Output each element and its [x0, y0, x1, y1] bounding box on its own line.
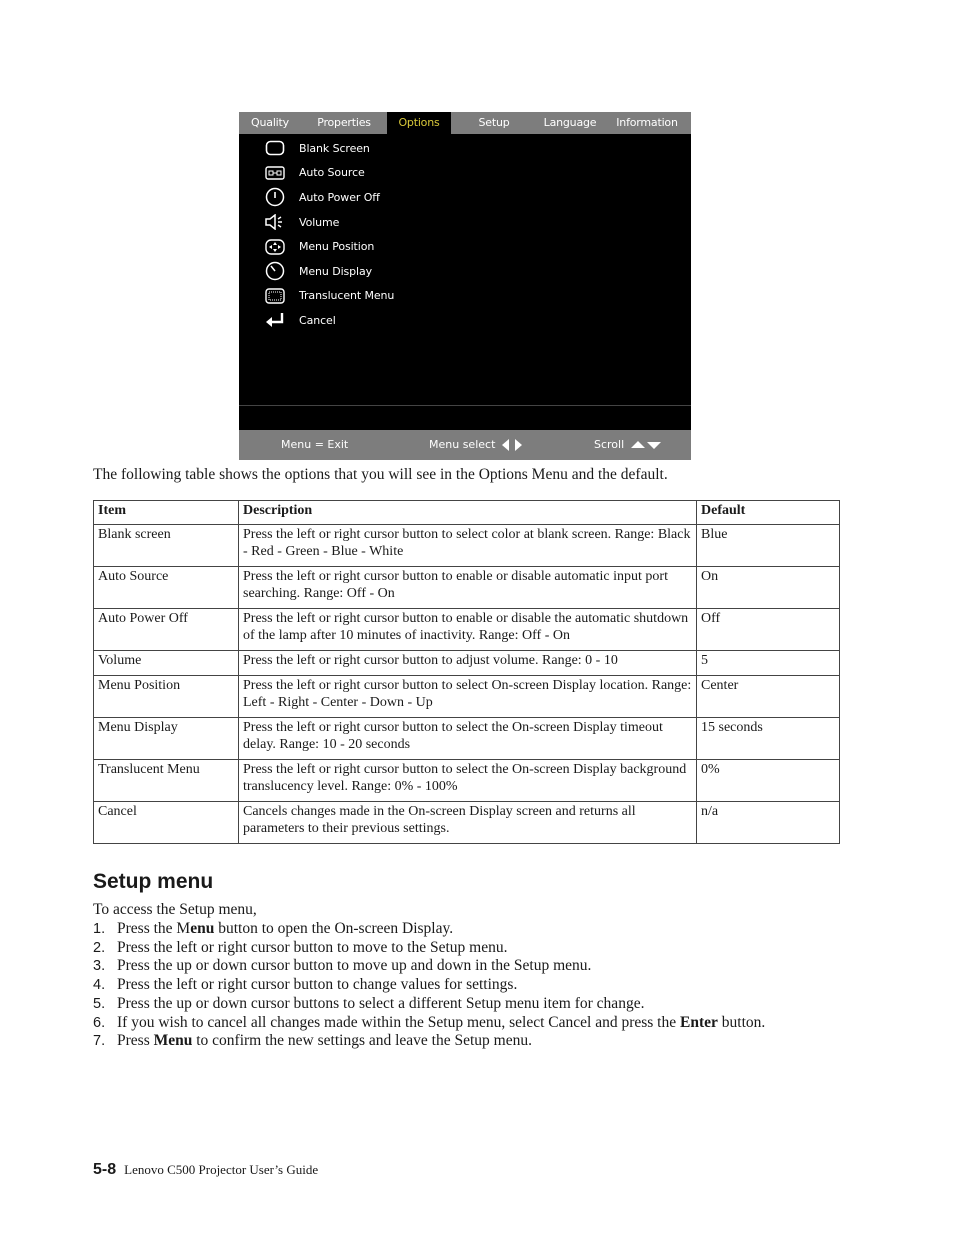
- column-header-item: Item: [94, 501, 239, 525]
- menu-exit-text: Menu = Exit: [281, 438, 349, 451]
- cell-default: 5: [697, 651, 840, 676]
- step-text: If you wish to cancel all changes made within the Setup menu, select Cancel and press the: [117, 1013, 680, 1031]
- step-emphasis: Menu: [153, 1032, 193, 1050]
- options-table: [93, 500, 840, 844]
- table-row: [94, 525, 840, 567]
- table-header-row: [94, 501, 840, 525]
- step-number: 1.: [93, 921, 106, 937]
- return-arrow-icon: [264, 310, 286, 330]
- cell-default: Off: [697, 609, 840, 651]
- cell-item: Volume: [94, 651, 239, 676]
- step-number: 3.: [93, 958, 106, 975]
- step-text: button.: [717, 1013, 766, 1031]
- step-emphasis: enu: [190, 920, 215, 937]
- osd-item-label: Volume: [299, 215, 340, 229]
- osd-item-blank-screen[interactable]: [239, 136, 691, 161]
- clock-icon: [264, 261, 286, 281]
- list-item: [93, 995, 813, 1014]
- table-row: [94, 651, 840, 676]
- step-text: Press the up or down cursor buttons to select a different Setup menu item for change.: [117, 994, 645, 1012]
- step-number: 5.: [93, 995, 106, 1012]
- osd-item-label: Auto Source: [299, 166, 365, 180]
- left-right-arrows-icon: [501, 438, 523, 452]
- table-row: [94, 718, 840, 760]
- cell-description: Press the left or right cursor button to select the On-screen Display background translucency level. Range: 0% - 100%: [239, 760, 697, 802]
- speaker-icon: [264, 212, 286, 232]
- osd-item-label: Menu Position: [299, 240, 375, 254]
- osd-item-auto-source[interactable]: [239, 161, 691, 186]
- osd-divider: [239, 405, 691, 406]
- list-item: [93, 939, 813, 958]
- cell-description: Cancels changes made in the On-screen Display screen and returns all parameters to their previous settings.: [239, 802, 697, 844]
- cell-description: Press the left or right cursor button to select the On-screen Display timeout delay. Range: 10 - 20 seconds: [239, 718, 697, 760]
- list-item: [93, 976, 813, 995]
- osd-item-menu-display[interactable]: [239, 259, 691, 284]
- auto-source-icon: [264, 163, 286, 183]
- options-menu-screenshot: [239, 112, 691, 460]
- step-number: 6.: [93, 1014, 106, 1031]
- page-footer: [93, 1161, 318, 1179]
- cell-description: Press the left or right cursor button to enable or disable the automatic shutdown of the lamp after 10 minutes of inactivity. Range: Off - On: [239, 609, 697, 651]
- cell-item: Translucent Menu: [94, 760, 239, 802]
- step-number: 7.: [93, 1033, 106, 1050]
- tab-properties[interactable]: Properties: [317, 116, 371, 129]
- setup-steps-list: [93, 920, 813, 1051]
- cell-default: Blue: [697, 525, 840, 567]
- cell-description: Press the left or right cursor button to adjust volume. Range: 0 - 10: [239, 651, 697, 676]
- page-number: 5-8: [93, 1161, 117, 1178]
- document-title: Lenovo C500 Projector User’s Guide: [124, 1162, 319, 1177]
- cell-default: On: [697, 567, 840, 609]
- step-text: to confirm the new settings and leave the Setup menu.: [192, 1032, 532, 1050]
- list-item: [93, 957, 813, 976]
- cell-description: Press the left or right cursor button to select On-screen Display location. Range: Left - Right - Center - Down - Up: [239, 676, 697, 718]
- osd-tab-bar: [239, 112, 691, 134]
- menu-exit-hint: [281, 430, 348, 460]
- cell-default: Center: [697, 676, 840, 718]
- table-row: [94, 802, 840, 844]
- osd-item-menu-position[interactable]: [239, 234, 691, 259]
- cell-item: Cancel: [94, 802, 239, 844]
- list-item: [93, 920, 813, 939]
- tab-information[interactable]: Information: [616, 116, 678, 129]
- column-header-description: Description: [239, 501, 697, 525]
- list-item: [93, 1014, 813, 1033]
- menu-select-text: Menu select: [429, 438, 496, 451]
- cell-item: Auto Source: [94, 567, 239, 609]
- cell-default: 15 seconds: [697, 718, 840, 760]
- up-down-arrows-icon: [630, 439, 662, 451]
- tab-quality[interactable]: Quality: [251, 116, 289, 129]
- osd-footer-bar: [239, 430, 691, 460]
- osd-item-label: Menu Display: [299, 264, 373, 278]
- position-icon: [264, 237, 286, 257]
- cell-item: Menu Display: [94, 718, 239, 760]
- power-icon: [264, 187, 286, 207]
- osd-menu-list: [239, 136, 691, 333]
- osd-item-cancel[interactable]: [239, 308, 691, 333]
- table-row: [94, 609, 840, 651]
- step-text: button to open the On-screen Display.: [214, 920, 454, 937]
- tab-options[interactable]: Options: [387, 112, 451, 134]
- step-number: 4.: [93, 977, 106, 994]
- osd-item-label: Auto Power Off: [299, 190, 380, 204]
- blank-screen-icon: [264, 138, 286, 158]
- scroll-text: Scroll: [594, 438, 625, 451]
- list-item: [93, 1032, 813, 1051]
- osd-item-volume[interactable]: [239, 210, 691, 235]
- step-text: Press the left or right cursor button to change values for settings.: [117, 976, 518, 994]
- tab-language[interactable]: Language: [543, 116, 597, 129]
- tab-setup[interactable]: Setup: [478, 116, 510, 129]
- step-text: Press the left or right cursor button to move to the Setup menu.: [117, 938, 508, 956]
- table-row: [94, 567, 840, 609]
- cell-default: n/a: [697, 802, 840, 844]
- column-header-default: Default: [697, 501, 840, 525]
- setup-lead-text: To access the Setup menu,: [93, 901, 257, 918]
- step-text: Press: [117, 1032, 154, 1050]
- osd-item-label: Translucent Menu: [299, 289, 395, 303]
- step-number: 2.: [93, 939, 106, 956]
- osd-item-translucent-menu[interactable]: [239, 284, 691, 309]
- intro-paragraph: The following table shows the options that you will see in the Options Menu and the default.: [93, 466, 668, 483]
- osd-item-label: Cancel: [299, 313, 336, 327]
- cell-description: Press the left or right cursor button to select color at blank screen. Range: Black - Red - Green - Blue - White: [239, 525, 697, 567]
- step-text: Press the up or down cursor button to move up and down in the Setup menu.: [117, 957, 592, 975]
- menu-select-hint: [429, 430, 523, 460]
- table-row: [94, 676, 840, 718]
- cell-item: Menu Position: [94, 676, 239, 718]
- table-row: [94, 760, 840, 802]
- cell-default: 0%: [697, 760, 840, 802]
- translucent-icon: [264, 286, 286, 306]
- cell-description: Press the left or right cursor button to enable or disable automatic input port searching. Range: Off - On: [239, 567, 697, 609]
- osd-item-auto-power-off[interactable]: [239, 185, 691, 210]
- cell-item: Blank screen: [94, 525, 239, 567]
- cell-item: Auto Power Off: [94, 609, 239, 651]
- step-text: Press the M: [117, 920, 191, 937]
- step-emphasis: Enter: [680, 1013, 718, 1031]
- osd-item-label: Blank Screen: [299, 141, 370, 155]
- scroll-hint: [594, 430, 662, 460]
- section-heading-setup-menu: Setup menu: [93, 870, 214, 893]
